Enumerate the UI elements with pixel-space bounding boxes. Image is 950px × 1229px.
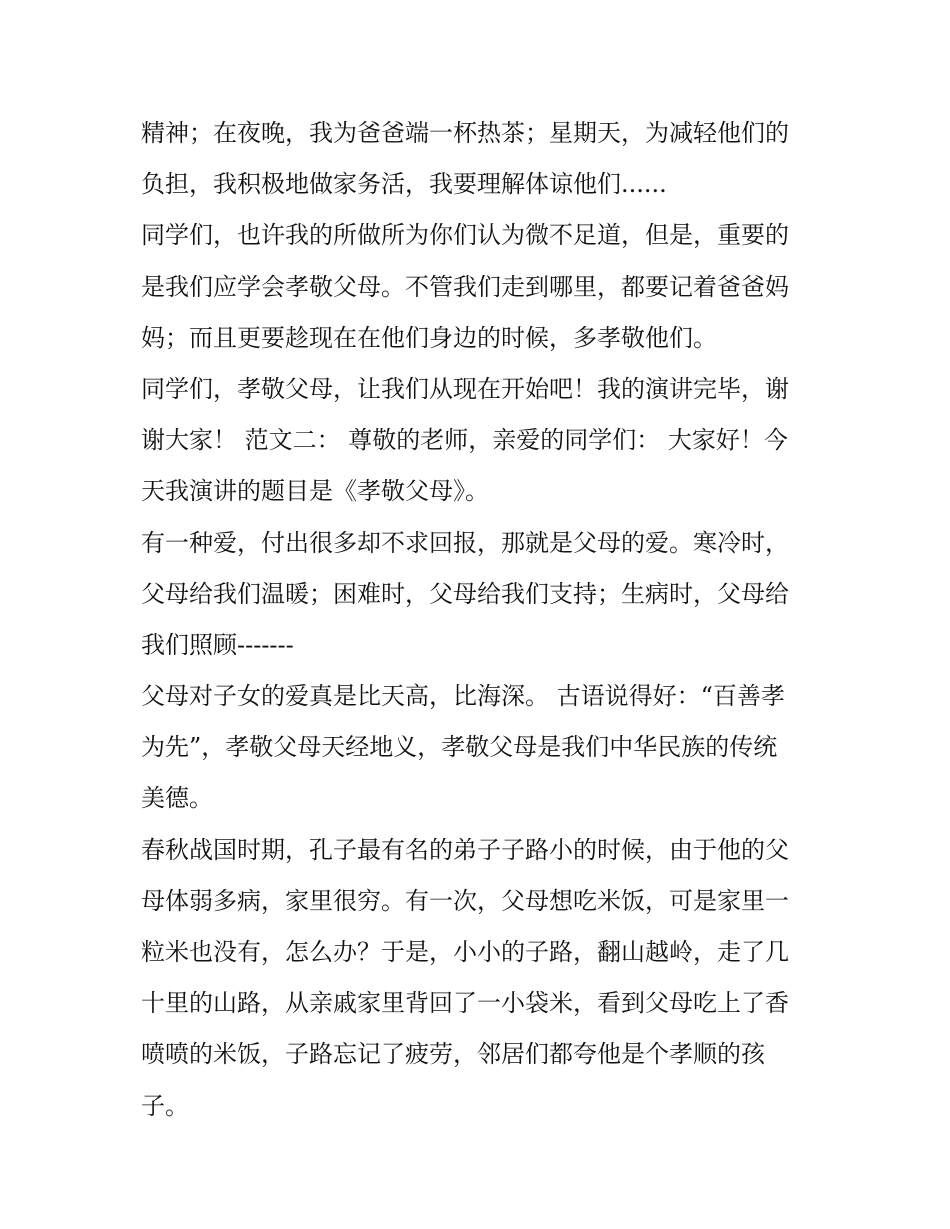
text-line: 粒米也没有，怎么办？于是，小小的子路，翻山越岭，走了几 bbox=[141, 938, 789, 966]
text-line: 喷喷的米饭，子路忘记了疲劳，邻居们都夸他是个孝顺的孩 bbox=[141, 1040, 765, 1069]
text-line: 春秋战国时期，孔子最有名的弟子子路小的时候，由于他的父 bbox=[141, 835, 789, 864]
text-line: 同学们，也许我的所做所为你们认为微不足道，但是，重要的 bbox=[141, 221, 789, 250]
text-line: 同学们，孝敬父母，让我们从现在开始吧！我的演讲完毕，谢 bbox=[141, 374, 789, 403]
text-line: 母体弱多病，家里很穷。有一次，父母想吃米饭，可是家里一 bbox=[141, 886, 789, 915]
text-line: 为先”，孝敬父母天经地义，孝敬父母是我们中华民族的传统 bbox=[141, 733, 778, 762]
text-line: 子。 bbox=[141, 1091, 189, 1120]
text-line: 十里的山路，从亲戚家里背回了一小袋米，看到父母吃上了香 bbox=[141, 989, 789, 1018]
text-line: 负担，我积极地做家务活，我要理解体谅他们...... bbox=[141, 170, 667, 199]
document-body bbox=[141, 108, 813, 1132]
text-line: 美德。 bbox=[141, 784, 213, 813]
text-line: 父母给我们温暖；困难时，父母给我们支持；生病时，父母给 bbox=[141, 579, 789, 608]
text-line: 父母对子女的爱真是比天高，比海深。 古语说得好：“百善孝 bbox=[141, 682, 785, 711]
text-line: 天我演讲的题目是《孝敬父母》。 bbox=[141, 477, 489, 506]
text-line: 我们照顾------- bbox=[141, 630, 294, 659]
text-line: 妈；而且更要趁现在在他们身边的时候，多孝敬他们。 bbox=[141, 323, 717, 352]
text-line: 精神；在夜晚，我为爸爸端一杯热茶；星期天，为减轻他们的 bbox=[141, 119, 789, 147]
text-line: 是我们应学会孝敬父母。不管我们走到哪里，都要记着爸爸妈 bbox=[141, 272, 789, 301]
text-line: 谢大家！ 范文二： 尊敬的老师，亲爱的同学们： 大家好！今 bbox=[141, 426, 788, 455]
text-line: 有一种爱，付出很多却不求回报，那就是父母的爱。寒冷时， bbox=[141, 528, 789, 557]
